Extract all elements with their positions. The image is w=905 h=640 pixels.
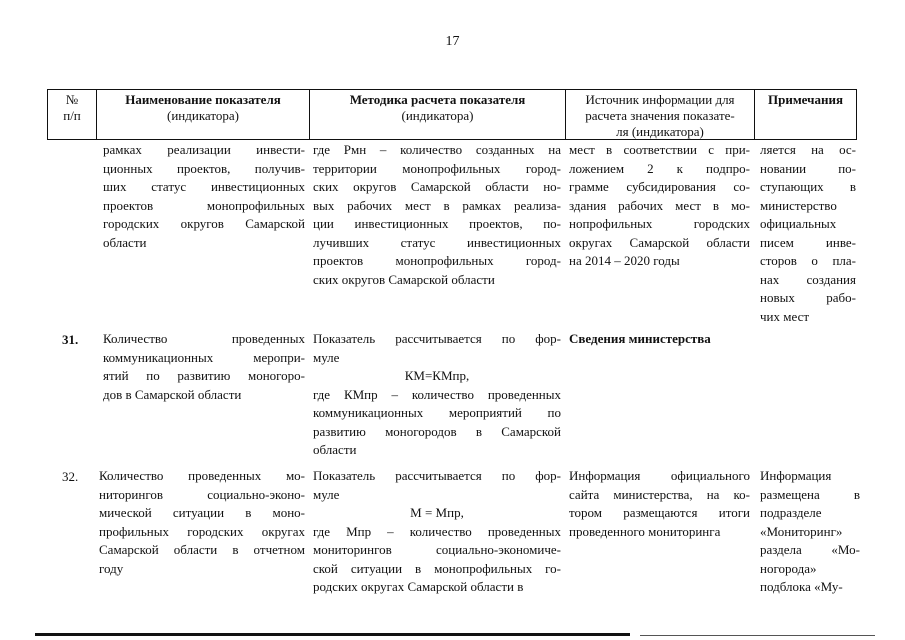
header-top-rule — [47, 89, 857, 90]
text-line: профильных городских округах — [99, 523, 305, 539]
text-line: области — [103, 234, 147, 250]
text-line: муле — [313, 349, 340, 365]
text-line: размещена в — [760, 486, 860, 502]
text-line: нах создания — [760, 271, 856, 287]
header-col-name — [97, 92, 309, 124]
text-line: тором размещаются итоги — [569, 505, 750, 520]
text-line: коммуникационных меропри- — [103, 349, 305, 365]
header-col-no — [48, 92, 96, 124]
scan-bottom-edge — [35, 633, 630, 636]
text-line: ляется на ос- — [760, 142, 856, 157]
formula: КМ=КМпр, — [404, 368, 470, 383]
text-line: писем инве- — [760, 234, 856, 250]
text-line: ских округов Самарской области но- — [313, 179, 561, 194]
header-col-name-line1: Наименование показателя — [125, 92, 281, 107]
row-2-name — [99, 467, 305, 578]
row-1-number: 31. — [62, 332, 79, 347]
text-line: сайта министерства, на ко- — [569, 486, 750, 502]
text-line: проектов монопрофильных — [103, 197, 305, 213]
text-line: развитию моногородов в Самарской — [313, 423, 561, 439]
text-line: рамках реализации инвести- — [103, 142, 305, 157]
row-2-method — [313, 467, 561, 597]
row-2-number: 32. — [62, 469, 79, 484]
text-line: Информация — [760, 468, 832, 483]
text-line: ниторингов социально-эконо- — [99, 486, 305, 502]
text-line: Показатель рассчитывается по фор- — [313, 468, 561, 483]
text-line: дов в Самарской области — [103, 386, 242, 402]
text-line: министерство — [760, 197, 837, 213]
header-col-no-line1: № — [65, 92, 79, 107]
text-line: где Рмн – количество созданных на — [313, 142, 561, 157]
text-line: родских округах Самарской области в — [313, 579, 524, 594]
text-line: территории монопрофильных город- — [313, 160, 561, 176]
row-0-method — [313, 141, 561, 289]
text-line: раздела «Мо- — [760, 542, 860, 557]
header-col-notes — [755, 92, 856, 108]
text-line: чих мест — [760, 308, 810, 324]
text-line: коммуникационных мероприятий по — [313, 405, 561, 420]
text-line: ятий по развитию моногоро- — [103, 368, 305, 383]
row-0-notes — [760, 141, 856, 326]
header-col-source — [566, 92, 754, 140]
text-line: ступающих в — [760, 179, 856, 194]
row-2-notes — [760, 467, 860, 597]
text-line: мониторингов социально-экономиче- — [313, 542, 561, 557]
text-line: сторов о пла- — [760, 253, 856, 268]
header-col-name-line2: (индикатора) — [167, 108, 239, 123]
text-line: ших статус инвестиционных — [103, 179, 305, 194]
text-line: официальных — [760, 216, 837, 231]
text-line: здания рабочих мест в мо- — [569, 197, 750, 213]
text-line: «Мониторинг» — [760, 523, 843, 539]
text-line: проектов монопрофильных город- — [313, 253, 561, 268]
text-line: округах Самарской области — [569, 234, 750, 250]
header-col-notes-line1: Примечания — [768, 92, 843, 107]
header-col-method — [310, 92, 565, 124]
text-line: где КМпр – количество проведенных — [313, 386, 561, 402]
text-line: Показатель рассчитывается по фор- — [313, 331, 561, 346]
text-line: городских округов Самарской — [103, 216, 305, 231]
page-number: 17 — [445, 34, 460, 49]
text-line: ложением 2 к подпро- — [569, 160, 750, 176]
header-col-source-line3: ля (индикатора) — [616, 124, 704, 139]
text-line: ционных проектов, получив- — [103, 160, 305, 176]
header-col-source-line2: расчета значения показате- — [585, 108, 735, 123]
row-0-name — [103, 141, 305, 252]
text-line: области — [313, 442, 357, 457]
row-0-source — [569, 141, 750, 271]
header-divider-6 — [856, 89, 857, 140]
text-line: новании по- — [760, 160, 856, 176]
text-line: грамме субсидирования со- — [569, 179, 750, 194]
text-line: ских округов Самарской области — [313, 271, 495, 287]
row-2-source — [569, 467, 750, 541]
header-col-method-line2: (индикатора) — [401, 108, 474, 123]
row-1-source — [569, 330, 750, 349]
text-line: Информация официального — [569, 468, 750, 483]
text-line: новых рабо- — [760, 290, 856, 305]
text-line: Самарской области в отчетном — [99, 542, 305, 557]
text-line: ции инвестиционных проектов, по- — [313, 216, 561, 231]
text-line: на 2014 – 2020 годы — [569, 253, 680, 268]
text-line: подразделе — [760, 505, 822, 520]
text-line: ской ситуации в монопрофильных го- — [313, 560, 561, 576]
text-line: нопрофильных городских — [569, 216, 750, 231]
row-1-name — [103, 330, 305, 404]
text-line: где Мпр – количество проведенных — [313, 523, 561, 539]
text-line: мической ситуации в моно- — [99, 505, 305, 520]
header-col-source-line1: Источник информации для — [585, 92, 735, 107]
formula: М = Мпр, — [410, 505, 464, 520]
text-line: Сведения министерства — [569, 331, 711, 346]
text-line: проведенного мониторинга — [569, 523, 721, 539]
text-line: мест в соответствии с при- — [569, 142, 750, 157]
scan-bottom-edge-thin — [640, 635, 875, 636]
text-line: Количество проведенных — [103, 331, 305, 346]
text-line: Количество проведенных мо- — [99, 468, 305, 483]
header-col-no-line2: п/п — [63, 108, 81, 123]
text-line: ногорода» — [760, 560, 817, 576]
header-col-method-line1: Методика расчета показателя — [349, 92, 526, 107]
text-line: вых рабочих мест в рамках реализа- — [313, 197, 561, 213]
text-line: муле — [313, 486, 340, 502]
text-line: подблока «Му- — [760, 579, 843, 594]
text-line: лучивших статус инвестиционных — [313, 234, 561, 250]
row-1-method — [313, 330, 561, 460]
text-line: году — [99, 560, 124, 576]
